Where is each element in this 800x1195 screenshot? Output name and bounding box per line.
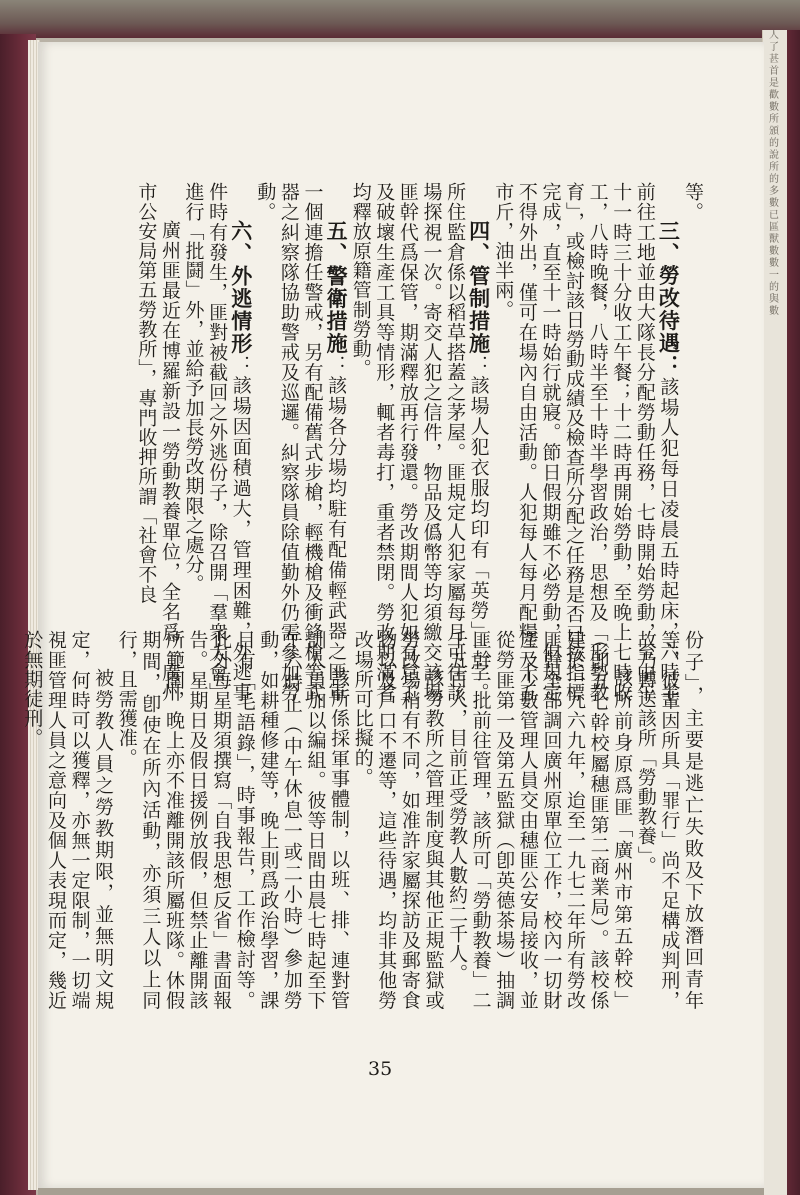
paragraph-guangzhou-labor-camp: 廣州匪最近在博羅新設一勞動教養單位，全名爲「廣州市公安局第五勞教所」，專門收押所謂「社會不良 — [135, 182, 181, 702]
book-binding-top — [0, 0, 800, 38]
section-heading: 三、勞改待遇： — [656, 220, 682, 377]
upper-text-block — [62, 182, 704, 702]
paragraph-continuation: 等。 — [682, 182, 704, 222]
section-escape-situation — [181, 182, 253, 702]
lower-text-block — [21, 630, 704, 1010]
page-number: 35 — [368, 1058, 393, 1080]
adjacent-page-text: 人了甚首是歡數所頒的說所的多數已區獸數數一的與數 — [769, 30, 779, 317]
section-guard-measures — [253, 182, 348, 702]
section-heading: 五、警衛措施 — [324, 220, 350, 355]
paragraph-history: 該所前身原爲匪「廣州市第五幹校」（卽五七幹校屬穗匪第二商業局）。該校係建於一九六九年，迨至一九七二年所有勞改匪幹全部調回廣州原單位工作，校內一切財產及少數管理人員交由穗匪公安局接收，並從勞匪第一及第五監獄（卽英德茶場）抽調匪幹一批前往管理，該所可「勞動教養」二千五百人，目前正受勞教人數約二千人。 — [446, 630, 634, 1010]
document-page — [21, 42, 764, 1188]
section-body: ：該場因面積過大，管理困難，外逃事件時有發生，匪對被截回之外逃份子，除召開「羣衆大會」進行「批鬪」外，並給予加長勞改期限之處分。 — [182, 182, 252, 702]
page-bottom-edge — [38, 1188, 764, 1195]
section-heading: 六、外逃情形 — [228, 220, 254, 355]
section-body: ：該場各分場均駐有配備輕武器之匪軍一個連擔任警戒，另有配備舊式步槍，輕機槍及衝鋒槍等武器之糾察隊協助警戒及巡邏。糾察隊員除值勤外仍需參加勞動。 — [254, 182, 348, 702]
section-control-measures — [348, 182, 491, 702]
paragraph-continuation: 份子」，主要是逃亡失敗及下放潛回青年等，彼輩因所具「罪行」尚不足構成判刑，故乃轉送該所「勞動教養」。 — [634, 630, 704, 1010]
section-body: 該場人犯每日凌晨五時起床，六時半前往工地並由大隊長分配勞動任務，七時開始勞動，至中午十一時三十分收工午餐；十二時再開始勞動，至晚上七時收工，八時晚餐，八時半至十時半學習政治，思想及「形勢教育」，或檢討該日勞動成績及檢查所分配之任務是否已按指標完成，直至十一時始行就寢。節日假期雖不必勞動，但規定不得外出，僅可在場內自由活動。人犯每人每月配糧二十五市斤，油半兩。 — [492, 182, 680, 702]
adjacent-page-edge — [762, 30, 787, 1195]
section-heading: 四、管制措施 — [466, 220, 492, 355]
paragraph-military-system: 該所係採軍事體制，以班、排、連對管訓人員加以編組。彼等日間由晨七時起至下午六時止（中午休息一或二小時）參加勞動，如耕種修建等，晚上則爲政治學習，課目有「毛語錄」，時事報告，工作檢討等。此外每星期須撰寫「自我思想反省」書面報告。星期日及假日援例放假，但禁止離開該所範圍，晚上亦不准離開該所屬班隊。休假期間，卽使在所內活動，亦須三人以上同行，且需獲准。 — [115, 630, 351, 1010]
section-labor-treatment — [491, 182, 681, 702]
paragraph-term: 被勞教人員之勞教期限，並無明文規定，何時可以獲釋，亦無一定限制，一切端視匪管理人員之意向及個人表現而定，幾近於無期徒刑。 — [21, 630, 115, 1010]
section-body: ：該場人犯衣服均印有「英勞」二字。所住監倉係以稻草搭蓋之茅屋。匪規定人犯家屬每月可往該場探視一次。寄交人犯之信件，物品及僞幣等均須繳交該場匪幹代爲保管，期滿釋放再行發還。勞改期間人犯如有怠工及破壞生產工具等情形，輒者毒打，重者禁閉。勞改期滿者均釋放原籍管制勞動。 — [349, 182, 490, 702]
paragraph-management: 該勞教所之管理制度與其他正規監獄或勞改場稍有不同，如准許家屬探訪及郵寄食物以及戶口不遷等，這些待遇，均非其他勞改場所可比擬的。 — [351, 630, 445, 1010]
